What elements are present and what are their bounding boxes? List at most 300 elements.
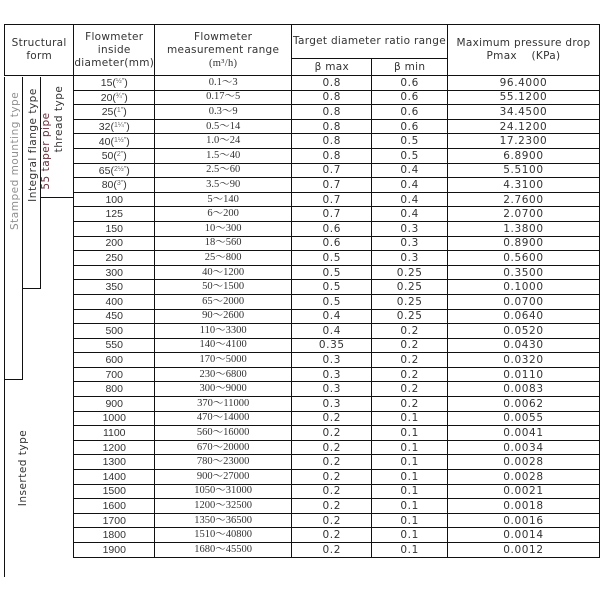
pmax-cell bbox=[447, 280, 599, 295]
diameter-cell bbox=[74, 134, 155, 149]
range-cell bbox=[155, 440, 292, 455]
header-beta-min: β min bbox=[372, 59, 448, 76]
table-row bbox=[5, 309, 600, 324]
table-row bbox=[5, 90, 600, 105]
range-cell bbox=[155, 499, 292, 514]
header-target-ratio: Target diameter ratio range bbox=[292, 25, 448, 59]
beta-max-cell-value: 0.4 bbox=[322, 324, 342, 337]
range-cell bbox=[155, 265, 292, 280]
beta-max-cell bbox=[292, 207, 372, 222]
pmax-cell bbox=[447, 484, 599, 499]
range-cell-value: 18～560 bbox=[204, 237, 242, 249]
range-cell bbox=[155, 236, 292, 251]
table-row bbox=[5, 76, 600, 91]
range-cell bbox=[155, 470, 292, 485]
diameter-cell bbox=[74, 455, 155, 470]
diameter-cell-value: 900 bbox=[105, 397, 123, 410]
range-cell-value: 0.5～14 bbox=[206, 120, 241, 132]
beta-min-cell bbox=[372, 397, 448, 412]
pmax-cell bbox=[447, 324, 599, 339]
range-cell-value: 300～9000 bbox=[199, 383, 247, 395]
beta-max-cell bbox=[292, 134, 372, 149]
beta-min-cell-value: 0.3 bbox=[400, 237, 419, 250]
beta-min-cell bbox=[372, 265, 448, 280]
pmax-cell bbox=[447, 207, 599, 222]
inch-open-paren: ( bbox=[110, 135, 114, 148]
beta-max-cell-value: 0.8 bbox=[322, 105, 342, 118]
diameter-cell-value: 700 bbox=[105, 368, 123, 381]
beta-max-cell bbox=[292, 265, 372, 280]
pmax-cell bbox=[447, 119, 599, 134]
pmax-cell bbox=[447, 426, 599, 441]
beta-min-cell-value: 0.25 bbox=[396, 295, 423, 308]
beta-max-cell bbox=[292, 236, 372, 251]
range-cell bbox=[155, 528, 292, 543]
table-row bbox=[5, 411, 600, 426]
diameter-cell-value: 1300 bbox=[102, 456, 126, 469]
pmax-cell-value: 0.0110 bbox=[503, 368, 544, 381]
beta-max-cell-value: 0.7 bbox=[322, 208, 342, 221]
range-cell-value: 50～1500 bbox=[202, 281, 245, 293]
pmax-cell-value: 0.0016 bbox=[503, 514, 544, 527]
range-cell-value: 6～200 bbox=[207, 208, 239, 220]
pmax-cell-value: 2.7600 bbox=[503, 193, 544, 206]
diameter-cell bbox=[74, 76, 155, 91]
diameter-cell-value: 125 bbox=[105, 208, 123, 221]
inch-size: ½" bbox=[115, 78, 125, 86]
beta-min-cell bbox=[372, 134, 448, 149]
beta-min-cell-value: 0.1 bbox=[400, 514, 419, 527]
table-row bbox=[5, 440, 600, 455]
beta-min-cell bbox=[372, 148, 448, 163]
beta-min-cell bbox=[372, 543, 448, 558]
beta-min-cell bbox=[372, 353, 448, 368]
beta-min-cell-value: 0.6 bbox=[400, 91, 419, 104]
table-row bbox=[5, 134, 600, 149]
beta-min-cell-value: 0.4 bbox=[400, 164, 419, 177]
range-cell-value: 1350～36500 bbox=[194, 514, 253, 526]
taper-pipe-label-line1: 55 taper pipe bbox=[40, 112, 52, 190]
diameter-cell bbox=[74, 236, 155, 251]
range-cell bbox=[155, 338, 292, 353]
beta-max-cell bbox=[292, 543, 372, 558]
beta-min-cell-value: 0.1 bbox=[400, 500, 419, 513]
diameter-cell bbox=[74, 528, 155, 543]
diameter-cell bbox=[74, 119, 155, 134]
diameter-cell bbox=[74, 105, 155, 120]
range-cell-value: 40～1200 bbox=[202, 266, 245, 278]
table-row bbox=[5, 528, 600, 543]
beta-max-cell bbox=[292, 251, 372, 266]
pmax-cell bbox=[447, 178, 599, 193]
range-cell-value: 2.5～60 bbox=[206, 164, 241, 176]
beta-max-cell bbox=[292, 382, 372, 397]
pmax-cell bbox=[447, 367, 599, 382]
table-row bbox=[5, 163, 600, 178]
beta-min-cell bbox=[372, 163, 448, 178]
table-row bbox=[5, 455, 600, 470]
header-inside-diameter-line3: diameter(mm) bbox=[74, 56, 155, 69]
diameter-cell bbox=[74, 397, 155, 412]
stamped-mounting-label: Stamped mounting type bbox=[9, 91, 21, 230]
inch-close-paren: ) bbox=[123, 106, 127, 119]
beta-max-cell bbox=[292, 148, 372, 163]
beta-min-cell bbox=[372, 324, 448, 339]
diameter-cell bbox=[74, 411, 155, 426]
diameter-cell-value: 1700 bbox=[102, 514, 126, 527]
inch-open-paren: ( bbox=[110, 164, 114, 177]
range-cell-value: 0.3～9 bbox=[208, 105, 238, 117]
range-cell bbox=[155, 324, 292, 339]
pmax-cell bbox=[447, 455, 599, 470]
table-row bbox=[5, 221, 600, 236]
beta-max-cell bbox=[292, 324, 372, 339]
pmax-cell bbox=[447, 192, 599, 207]
pmax-cell-value: 0.0430 bbox=[503, 339, 544, 352]
table-row bbox=[5, 484, 600, 499]
pmax-cell bbox=[447, 397, 599, 412]
beta-max-cell bbox=[292, 90, 372, 105]
beta-max-cell bbox=[292, 426, 372, 441]
beta-min-cell bbox=[372, 221, 448, 236]
beta-min-cell bbox=[372, 309, 448, 324]
range-cell-value: 670～20000 bbox=[196, 441, 250, 453]
beta-min-cell bbox=[372, 513, 448, 528]
beta-min-cell-value: 0.5 bbox=[400, 149, 419, 162]
table-row bbox=[5, 192, 600, 207]
pmax-cell-value: 0.0700 bbox=[503, 295, 544, 308]
beta-min-cell-value: 0.6 bbox=[400, 120, 419, 133]
beta-min-cell-value: 0.2 bbox=[400, 368, 419, 381]
pmax-cell-value: 55.1200 bbox=[499, 91, 548, 104]
pmax-cell bbox=[447, 353, 599, 368]
pmax-cell bbox=[447, 265, 599, 280]
table-row bbox=[5, 280, 600, 295]
table-row bbox=[5, 397, 600, 412]
range-cell bbox=[155, 251, 292, 266]
table-row bbox=[5, 324, 600, 339]
beta-min-cell-value: 0.2 bbox=[400, 324, 419, 337]
pmax-cell-value: 0.0028 bbox=[503, 456, 544, 469]
range-cell-value: 370～11000 bbox=[197, 397, 250, 409]
beta-min-cell-value: 0.1 bbox=[400, 441, 419, 454]
beta-max-cell bbox=[292, 105, 372, 120]
pmax-cell-value: 34.4500 bbox=[499, 105, 548, 118]
range-cell-value: 65～2000 bbox=[202, 295, 245, 307]
beta-min-cell-value: 0.3 bbox=[400, 251, 419, 264]
pmax-cell bbox=[447, 543, 599, 558]
beta-min-cell bbox=[372, 484, 448, 499]
structural-form-column bbox=[4, 77, 74, 577]
range-cell bbox=[155, 178, 292, 193]
range-cell bbox=[155, 119, 292, 134]
beta-min-cell bbox=[372, 119, 448, 134]
header-measurement-range-line1: Flowmeter bbox=[194, 30, 253, 43]
pmax-cell bbox=[447, 163, 599, 178]
inch-open-paren: ( bbox=[112, 77, 116, 90]
header-inside-diameter-line1: Flowmeter bbox=[85, 30, 144, 43]
beta-max-cell-value: 0.3 bbox=[322, 354, 342, 367]
beta-min-cell bbox=[372, 440, 448, 455]
diameter-cell-value: 150 bbox=[105, 222, 123, 235]
diameter-cell bbox=[74, 309, 155, 324]
beta-max-cell bbox=[292, 367, 372, 382]
beta-max-cell bbox=[292, 440, 372, 455]
beta-min-cell bbox=[372, 338, 448, 353]
table-row bbox=[5, 251, 600, 266]
beta-max-cell bbox=[292, 119, 372, 134]
range-cell bbox=[155, 207, 292, 222]
table-row bbox=[5, 543, 600, 558]
range-cell bbox=[155, 513, 292, 528]
pmax-cell-value: 0.0520 bbox=[503, 324, 544, 337]
beta-max-cell-value: 0.7 bbox=[322, 178, 342, 191]
beta-min-cell bbox=[372, 499, 448, 514]
range-cell-value: 230～6800 bbox=[199, 368, 247, 380]
pmax-cell bbox=[447, 470, 599, 485]
beta-min-cell-value: 0.2 bbox=[400, 397, 419, 410]
beta-min-cell-value: 0.1 bbox=[400, 529, 419, 542]
beta-max-cell bbox=[292, 411, 372, 426]
table-row bbox=[5, 382, 600, 397]
diameter-cell-value: 100 bbox=[105, 193, 123, 206]
beta-min-cell bbox=[372, 236, 448, 251]
diameter-cell-value: 20 bbox=[100, 91, 113, 104]
pmax-cell-value: 0.1000 bbox=[503, 281, 544, 294]
pmax-cell-value: 0.0012 bbox=[503, 543, 544, 556]
diameter-cell-value: 500 bbox=[105, 324, 123, 337]
pmax-cell-value: 0.0021 bbox=[503, 485, 544, 498]
table-row bbox=[5, 294, 600, 309]
pmax-cell-value: 0.0062 bbox=[503, 397, 544, 410]
beta-max-cell-value: 0.6 bbox=[322, 222, 342, 235]
beta-min-cell-value: 0.4 bbox=[400, 208, 419, 221]
pmax-cell bbox=[447, 90, 599, 105]
pmax-cell-value: 2.0700 bbox=[503, 208, 544, 221]
beta-max-cell bbox=[292, 353, 372, 368]
diameter-cell bbox=[74, 163, 155, 178]
inch-size: 2½" bbox=[113, 165, 127, 173]
inch-size: 2" bbox=[116, 151, 124, 159]
inch-size: ¾" bbox=[115, 92, 125, 100]
beta-min-cell-value: 0.1 bbox=[400, 456, 419, 469]
inch-close-paren: ) bbox=[124, 77, 128, 90]
pmax-cell bbox=[447, 294, 599, 309]
beta-max-cell-value: 0.35 bbox=[318, 339, 345, 352]
range-cell bbox=[155, 90, 292, 105]
beta-max-cell-value: 0.7 bbox=[322, 164, 342, 177]
beta-max-cell bbox=[292, 513, 372, 528]
header-pressure-drop-line1: Maximum pressure drop bbox=[456, 37, 591, 49]
diameter-cell-value: 1000 bbox=[102, 412, 126, 425]
header-measurement-range bbox=[155, 25, 292, 76]
range-cell bbox=[155, 484, 292, 499]
beta-max-cell bbox=[292, 280, 372, 295]
beta-max-cell-value: 0.7 bbox=[322, 193, 342, 206]
diameter-cell-value: 600 bbox=[105, 354, 123, 367]
beta-min-cell bbox=[372, 382, 448, 397]
range-cell bbox=[155, 309, 292, 324]
pmax-cell-value: 0.0028 bbox=[503, 470, 544, 483]
diameter-cell-value: 1200 bbox=[102, 441, 126, 454]
range-cell-value: 0.1～3 bbox=[208, 76, 238, 88]
diameter-cell-value: 550 bbox=[105, 339, 123, 352]
range-cell bbox=[155, 397, 292, 412]
beta-max-cell-value: 0.8 bbox=[322, 76, 342, 89]
pmax-cell bbox=[447, 309, 599, 324]
beta-max-cell-value: 0.2 bbox=[322, 427, 342, 440]
pmax-cell-value: 0.8900 bbox=[503, 237, 544, 250]
beta-min-cell bbox=[372, 192, 448, 207]
diameter-cell bbox=[74, 543, 155, 558]
header-pressure-drop bbox=[447, 25, 599, 76]
range-cell bbox=[155, 280, 292, 295]
header-measurement-range-unit: (m³/h) bbox=[209, 57, 238, 69]
diameter-cell-value: 65 bbox=[98, 164, 111, 177]
beta-max-cell-value: 0.5 bbox=[322, 266, 342, 279]
pmax-cell bbox=[447, 338, 599, 353]
pmax-cell bbox=[447, 148, 599, 163]
beta-min-cell-value: 0.25 bbox=[396, 266, 423, 279]
beta-min-cell bbox=[372, 367, 448, 382]
diameter-cell bbox=[74, 338, 155, 353]
range-cell bbox=[155, 382, 292, 397]
table-row bbox=[5, 236, 600, 251]
table-row bbox=[5, 470, 600, 485]
beta-max-cell-value: 0.5 bbox=[322, 295, 342, 308]
beta-max-cell-value: 0.2 bbox=[322, 529, 342, 542]
pmax-cell bbox=[447, 76, 599, 91]
table-row bbox=[5, 265, 600, 280]
beta-min-cell bbox=[372, 76, 448, 91]
header-pressure-drop-line2: Pmax (KPa) bbox=[486, 50, 561, 62]
beta-max-cell bbox=[292, 484, 372, 499]
pmax-cell-value: 0.5600 bbox=[503, 251, 544, 264]
diameter-cell-value: 350 bbox=[105, 281, 123, 294]
inch-open-paren: ( bbox=[113, 179, 117, 192]
diameter-cell-value: 40 bbox=[98, 135, 111, 148]
table-row bbox=[5, 338, 600, 353]
table-row bbox=[5, 499, 600, 514]
pmax-cell-value: 24.1200 bbox=[499, 120, 548, 133]
range-cell bbox=[155, 134, 292, 149]
table-row bbox=[5, 207, 600, 222]
table-row bbox=[5, 148, 600, 163]
diameter-cell-value: 1600 bbox=[102, 500, 126, 513]
pmax-cell bbox=[447, 382, 599, 397]
pmax-cell-value: 1.3800 bbox=[503, 222, 544, 235]
inch-size: 3" bbox=[116, 180, 124, 188]
diameter-cell-value: 1500 bbox=[102, 485, 126, 498]
beta-max-cell-value: 0.2 bbox=[322, 470, 342, 483]
beta-min-cell-value: 0.1 bbox=[400, 543, 419, 556]
flowmeter-spec-table bbox=[4, 24, 600, 558]
table-row bbox=[5, 367, 600, 382]
beta-max-cell bbox=[292, 470, 372, 485]
range-cell bbox=[155, 163, 292, 178]
diameter-cell bbox=[74, 499, 155, 514]
range-cell-value: 1050～31000 bbox=[194, 485, 253, 497]
beta-max-cell-value: 0.4 bbox=[322, 310, 342, 323]
table-row bbox=[5, 178, 600, 193]
beta-min-cell-value: 0.1 bbox=[400, 470, 419, 483]
beta-min-cell bbox=[372, 455, 448, 470]
diameter-cell bbox=[74, 221, 155, 236]
beta-max-cell-value: 0.8 bbox=[322, 135, 342, 148]
diameter-cell bbox=[74, 265, 155, 280]
taper-pipe-label-line2: thread type bbox=[53, 85, 65, 153]
inserted-type-region bbox=[4, 380, 29, 577]
beta-max-cell-value: 0.5 bbox=[322, 251, 342, 264]
inch-open-paren: ( bbox=[113, 106, 117, 119]
beta-min-cell-value: 0.1 bbox=[400, 427, 419, 440]
range-cell-value: 3.5～90 bbox=[206, 178, 241, 190]
diameter-cell-value: 1900 bbox=[102, 543, 126, 556]
range-cell-value: 1680～45500 bbox=[194, 543, 253, 555]
pmax-cell-value: 5.5100 bbox=[503, 164, 544, 177]
diameter-cell-value: 300 bbox=[105, 266, 123, 279]
table-row bbox=[5, 353, 600, 368]
diameter-cell bbox=[74, 251, 155, 266]
pmax-cell-value: 0.0014 bbox=[503, 529, 544, 542]
beta-max-cell bbox=[292, 309, 372, 324]
diameter-cell bbox=[74, 207, 155, 222]
inch-close-paren: ) bbox=[123, 150, 127, 163]
inch-size: 1" bbox=[116, 107, 124, 115]
table-row bbox=[5, 513, 600, 528]
range-cell-value: 1510～40800 bbox=[194, 529, 253, 541]
beta-min-cell bbox=[372, 280, 448, 295]
range-cell-value: 140～4100 bbox=[199, 339, 247, 351]
pmax-cell bbox=[447, 236, 599, 251]
range-cell bbox=[155, 294, 292, 309]
beta-min-cell bbox=[372, 528, 448, 543]
beta-max-cell-value: 0.5 bbox=[322, 281, 342, 294]
header-inside-diameter-line2: inside bbox=[97, 43, 131, 56]
diameter-cell-value: 1100 bbox=[102, 427, 126, 440]
diameter-cell bbox=[74, 192, 155, 207]
beta-min-cell bbox=[372, 411, 448, 426]
pmax-cell-value: 0.0083 bbox=[503, 383, 544, 396]
beta-min-cell bbox=[372, 251, 448, 266]
pmax-cell-value: 0.0055 bbox=[503, 412, 544, 425]
pmax-cell-value: 0.0018 bbox=[503, 500, 544, 513]
range-cell-value: 10～300 bbox=[204, 222, 242, 234]
range-cell bbox=[155, 543, 292, 558]
diameter-cell bbox=[74, 280, 155, 295]
beta-max-cell-value: 0.8 bbox=[322, 91, 342, 104]
beta-max-cell-value: 0.8 bbox=[322, 120, 342, 133]
diameter-cell-value: 80 bbox=[101, 179, 114, 192]
pmax-cell-value: 0.0320 bbox=[503, 354, 544, 367]
beta-max-cell bbox=[292, 455, 372, 470]
diameter-cell-value: 250 bbox=[105, 251, 123, 264]
range-cell-value: 900～27000 bbox=[196, 470, 250, 482]
diameter-cell-value: 32 bbox=[98, 121, 111, 134]
beta-max-cell-value: 0.3 bbox=[322, 368, 342, 381]
beta-min-cell bbox=[372, 207, 448, 222]
beta-min-cell bbox=[372, 105, 448, 120]
diameter-cell bbox=[74, 90, 155, 105]
range-cell-value: 25～800 bbox=[204, 251, 242, 263]
diameter-cell bbox=[74, 148, 155, 163]
pmax-cell-value: 96.4000 bbox=[499, 76, 548, 89]
beta-min-cell-value: 0.2 bbox=[400, 339, 419, 352]
inch-open-paren: ( bbox=[113, 150, 117, 163]
beta-max-cell bbox=[292, 499, 372, 514]
pmax-cell-value: 0.3500 bbox=[503, 266, 544, 279]
diameter-cell bbox=[74, 426, 155, 441]
